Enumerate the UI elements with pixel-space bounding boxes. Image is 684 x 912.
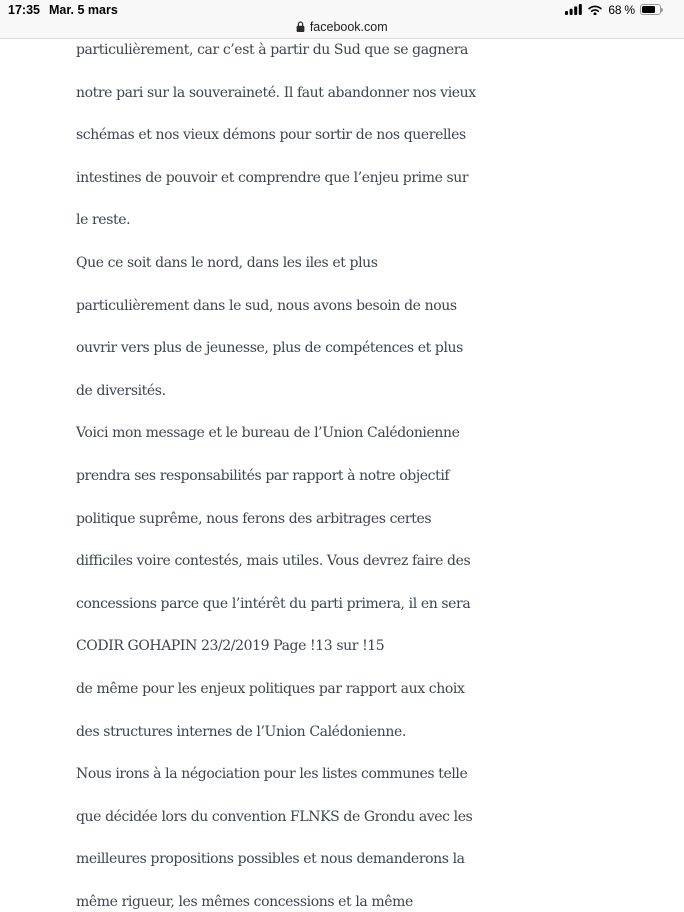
page-content[interactable]: [0, 39, 684, 912]
text-line: Nous irons à la négociation pour les listes communes telle: [76, 766, 468, 783]
text-line: intestines de pouvoir et comprendre que l’enjeu prime sur: [76, 169, 469, 186]
cellular-signal-icon: [565, 4, 582, 15]
text-line: le reste.: [76, 212, 131, 229]
battery-icon: [640, 4, 663, 15]
text-line: concessions parce que l’intérêt du parti primera, il en sera: [76, 595, 471, 612]
text-line: Voici mon message et le bureau de l’Union Calédonienne: [76, 425, 460, 442]
text-line: difficiles voire contestés, mais utiles. Vous devrez faire des: [76, 553, 471, 570]
text-line: prendra ses responsabilités par rapport à notre objectif: [76, 467, 450, 484]
text-line: que décidée lors du convention FLNKS de Grondu avec les: [76, 808, 473, 825]
text-line: Que ce soit dans le nord, dans les iles et plus: [76, 254, 378, 271]
lock-icon: [296, 21, 305, 33]
url-domain: facebook.com: [309, 19, 388, 34]
text-line: notre pari sur la souveraineté. Il faut abandonner nos vieux: [76, 84, 476, 101]
text-line: particulièrement dans le sud, nous avons besoin de nous: [76, 297, 457, 314]
url-bar[interactable]: [0, 17, 684, 36]
battery-percentage: 68 %: [608, 2, 635, 17]
document-text: [76, 39, 476, 912]
battery-fill: [642, 6, 655, 13]
text-line: politique suprême, nous ferons des arbitrages certes: [76, 510, 432, 527]
text-line: meilleures propositions possibles et nous demanderons la: [76, 851, 465, 868]
status-left-cluster: [8, 3, 118, 17]
status-bar: [0, 0, 684, 39]
clock: 17:35: [8, 3, 40, 17]
text-line: des structures internes de l’Union Calédonienne.: [76, 723, 406, 740]
wifi-icon: [587, 4, 603, 16]
text-line: CODIR GOHAPIN 23/2/2019 Page !13 sur !15: [76, 638, 385, 655]
text-line: de même pour les enjeux politiques par rapport aux choix: [76, 680, 465, 697]
text-line: même rigueur, les mêmes concessions et la même: [76, 893, 413, 910]
text-line: particulièrement, car c’est à partir du Sud que se gagnera: [76, 42, 468, 58]
status-right-cluster: [565, 3, 663, 16]
text-line: ouvrir vers plus de jeunesse, plus de compétences et plus: [76, 340, 463, 357]
text-line: de diversités.: [76, 382, 166, 399]
text-line: schémas et nos vieux démons pour sortir de nos querelles: [76, 127, 466, 144]
status-date: Mar. 5 mars: [48, 3, 118, 17]
